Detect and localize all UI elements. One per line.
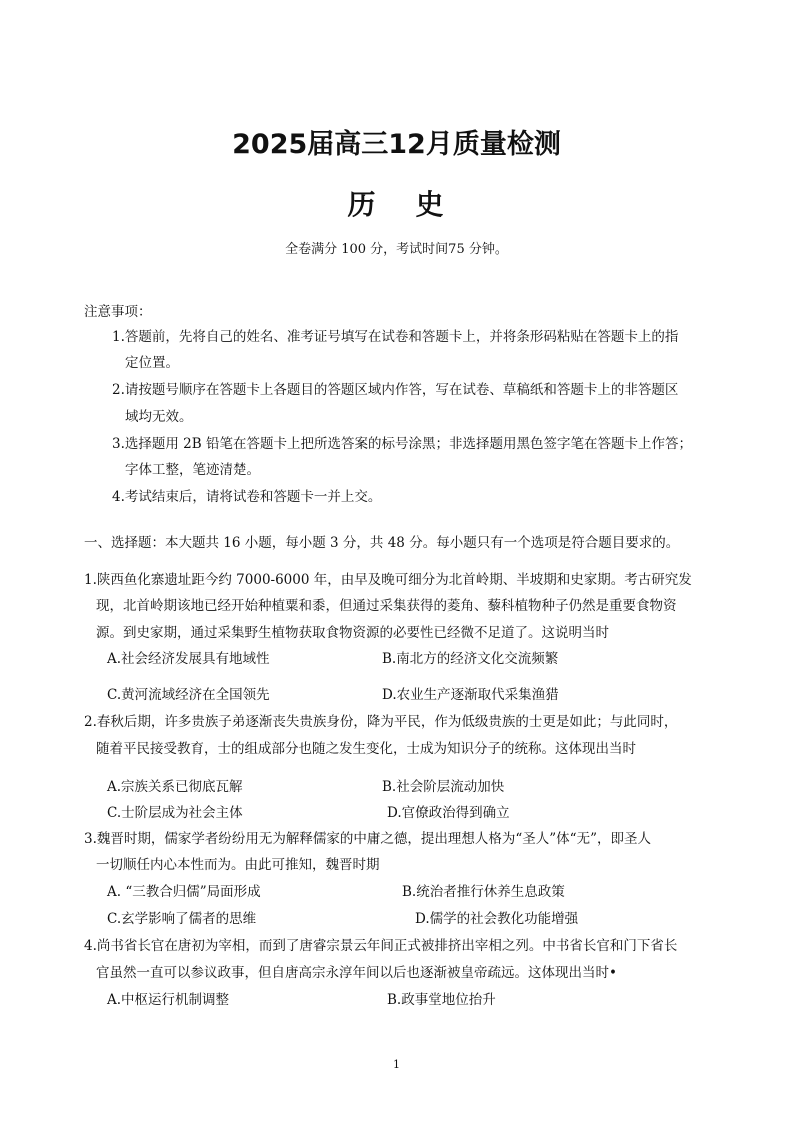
option-b: B.社会阶层流动加快: [382, 779, 505, 795]
subject-char-1: 历: [347, 188, 378, 221]
option-c: C.黄河流域经济在全国领先: [107, 687, 270, 703]
option-d: D.儒学的社会教化功能增强: [415, 911, 579, 927]
option-a: A. “三教合归儒”局面形成: [107, 884, 261, 900]
question-stem-line: 源。到史家期，通过采集野生植物获取食物资源的必要性已经微不足道了。这说明当时: [96, 625, 609, 641]
note-line: 1.答题前，先将自己的姓名、准考证号填写在试卷和答题卡上，并将条形码粘贴在答题卡上的指: [112, 329, 679, 345]
section-heading: 一、选择题：本大题共 16 小题，每小题 3 分，共 48 分。每小题只有一个选项是符合题目要求的。: [84, 535, 680, 551]
option-d: D.农业生产逐渐取代采集渔猎: [382, 687, 559, 703]
exam-title: 2025届高三12月质量检测: [232, 129, 561, 160]
option-d: D.官僚政治得到确立: [387, 805, 510, 821]
page-number: 1: [393, 1058, 400, 1071]
note-line: 2.请按题号顺序在答题卡上各题目的答题区域内作答，写在试卷、草稿纸和答题卡上的非答题区: [112, 382, 679, 398]
option-c: C.士阶层成为社会主体: [107, 805, 243, 821]
option-c: C.玄学影响了儒者的思维: [107, 911, 257, 927]
question-stem-line: 4.尚书省长官在唐初为宰相，而到了唐睿宗景云年间正式被排挤出宰相之列。中书省长官和门下省长: [84, 938, 678, 954]
question-stem-line: 3.魏晋时期，儒家学者纷纷用无为解释儒家的中庸之德，提出理想人格为“圣人”体“无”，即圣人: [84, 831, 651, 847]
note-line: 域均无效。: [125, 409, 193, 425]
question-stem-line: 2.春秋后期，许多贵族子弟逐渐丧失贵族身份，降为平民，作为低级贵族的士更是如此；与此同时，: [84, 714, 678, 730]
question-stem-line: 随着平民接受教育，士的组成部分也随之发生变化，士成为知识分子的统称。这体现出当时: [96, 741, 636, 757]
note-line: 字体工整，笔迹清楚。: [125, 462, 260, 478]
subject-char-2: 史: [415, 188, 446, 221]
question-stem-line: 现，北首岭期该地已经开始种植粟和黍，但通过采集获得的菱角、藜科植物种子仍然是重要食物资: [96, 598, 677, 614]
exam-info: 全卷满分 100 分，考试时间75 分钟。: [285, 242, 508, 257]
question-stem-line: 一切顺任内心本性而为。由此可推知，魏晋时期: [96, 857, 380, 873]
notes-heading: 注意事项：: [84, 304, 152, 320]
option-b: B.南北方的经济文化交流频繁: [382, 651, 559, 667]
option-a: A.社会经济发展具有地域性: [107, 651, 270, 667]
note-line: 4.考试结束后，请将试卷和答题卡一并上交。: [112, 489, 382, 505]
option-a: A.宗族关系已彻底瓦解: [107, 779, 243, 795]
note-line: 3.选择题用 2B 铅笔在答题卡上把所选答案的标号涂黑；非选择题用黑色签字笔在答题卡上作答；: [112, 436, 692, 452]
option-b: B.政事堂地位抬升: [387, 992, 496, 1008]
option-a: A.中枢运行机制调整: [107, 992, 230, 1008]
question-stem-line: 1.陕西鱼化寨遗址距今约 7000-6000 年，由早及晚可细分为北首岭期、半坡期和史家期。考古研究发: [84, 572, 692, 588]
option-b: B.统治者推行休养生息政策: [402, 884, 565, 900]
subject-title: [0, 183, 793, 223]
note-line: 定位置。: [125, 355, 179, 371]
question-stem-line: 官虽然一直可以参议政事，但自唐高宗永淳年间以后也逐渐被皇帝疏远。这体现出当时•: [96, 965, 617, 981]
